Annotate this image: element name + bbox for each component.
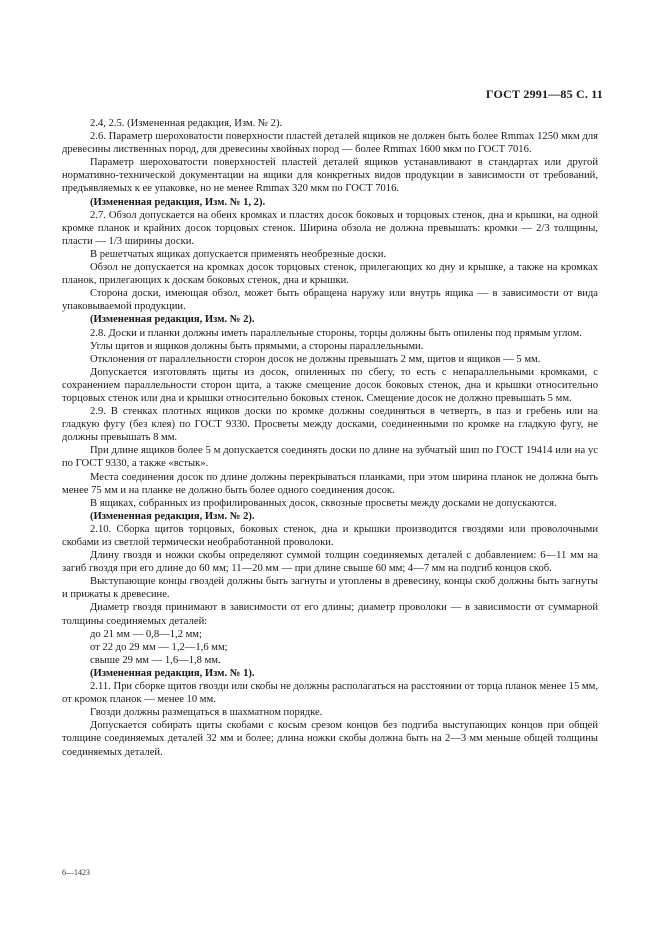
page-header: ГОСТ 2991—85 С. 11 — [485, 87, 603, 101]
amendment-note: (Измененная редакция, Изм. № 2). — [90, 314, 255, 326]
paragraph: 2.7. Обзол допускается на обеих кромках и пластях досок боковых и торцовых стенок, дна и крышки, на одной кромке планок и крайних досок торцовых стенок. Ширина обзола не должна превышать: кромки — 2/3 толщины, пласти — 1/3 ширины доски. — [62, 209, 598, 247]
paragraph: Углы щитов и ящиков должны быть прямыми, а стороны параллельными. — [90, 340, 424, 352]
amendment-note: (Измененная редакция, Изм. № 1, 2). — [90, 196, 266, 208]
amendment-note: (Измененная редакция, Изм. № 1). — [90, 667, 255, 679]
paragraph: Гвозди должны размещаться в шахматном порядке. — [90, 707, 323, 719]
paragraph: Выступающие концы гвоздей должны быть загнуты и утоплены в древесину, концы скоб должны быть загнуты и прижаты к древесине. — [62, 576, 598, 601]
paragraph: 2.8. Доски и планки должны иметь параллельные стороны, торцы должны быть опилены под прямым углом. — [90, 327, 582, 339]
paragraph: 2.6. Параметр шероховатости поверхности пластей деталей ящиков не должен быть более Rmmax 1250 мкм для древесины лиственных пород, для древесины хвойных пород — более Rmmax 1600 мкм по ГОСТ 7016. — [62, 131, 598, 156]
paragraph: Места соединения досок по длине должны перекрываться планками, при этом ширина планок не должна быть менее 75 мм и на планке не должно быть более одного соединения досок. — [62, 471, 598, 496]
paragraph: Допускается собирать щиты скобами с косым срезом концов без подгиба выступающих концов при общей толщине соединяемых деталей 32 мм и более; длина ножки скобы должна быть на 2—3 мм меньше общей толщины соединяемых деталей. — [62, 720, 598, 758]
paragraph: Длину гвоздя и ножки скобы определяют суммой толщин соединяемых деталей с добавлением: 6—11 мм на загиб гвоздя при его длине до 60 мм; 11—20 мм — при длине свыше 60 мм; 4—7 мм на подгиб концов скоб. — [62, 550, 598, 575]
paragraph: В решетчатых ящиках допускается применять необрезные доски. — [90, 248, 387, 260]
paragraph: Обзол не допускается на кромках досок торцовых стенок, прилегающих ко дну и крышке, а также на кромках планок, прилегающих к доскам боковых стенок, дна и крышки. — [62, 262, 598, 287]
list-item: свыше 29 мм — 1,6—1,8 мм. — [90, 654, 221, 666]
paragraph: При длине ящиков более 5 м допускается соединять доски по длине на зубчатый шип по ГОСТ 19414 или на ус по ГОСТ 9330, а также «встык». — [62, 445, 598, 470]
paragraph: Диаметр гвоздя принимают в зависимости от его длины; диаметр проволоки — в зависимости от суммарной толщины соединяемых деталей: — [62, 602, 598, 627]
paragraph: Сторона доски, имеющая обзол, может быть обращена наружу или внутрь ящика — в зависимости от вида упаковываемой продукции. — [62, 288, 598, 313]
paragraph: 2.10. Сборка щитов торцовых, боковых стенок, дна и крышки производится гвоздями или проволочными скобами из светлой термически необработанной проволоки. — [62, 523, 598, 548]
paragraph: Отклонения от параллельности сторон досок не должны превышать 2 мм, щитов и ящиков — 5 мм. — [90, 353, 541, 365]
paragraph: В ящиках, собранных из профилированных досок, сквозные просветы между досками не допускаются. — [90, 497, 557, 509]
paragraph: Параметр шероховатости поверхностей пластей деталей ящиков устанавливают в стандартах или другой нормативно-технической документации на ящики для конкретных видов продукции в зависимости от требований, предъявляемых к ее упаковке, но не менее Rmmax 320 мкм по ГОСТ 7016. — [62, 157, 598, 195]
document-body — [62, 117, 598, 759]
list-item: до 21 мм — 0,8—1,2 мм; — [90, 628, 202, 640]
page-footer-code: 6—1423 — [62, 868, 90, 877]
paragraph: 2.4, 2.5. (Измененная редакция, Изм. № 2). — [90, 118, 283, 129]
amendment-note: (Измененная редакция, Изм. № 2). — [90, 510, 255, 522]
paragraph: Допускается изготовлять щиты из досок, опиленных по сбегу, то есть с непараллельными кромками, с сохранением параллельности сторон щита, а также смещение досок боковых стенок, дна и крышки относительно торцовых стенок или дна и крышки относительно боковых стенок. Смещение досок не должно превышать 5 мм. — [62, 366, 598, 404]
paragraph: 2.9. В стенках плотных ящиков доски по кромке должны соединяться в четверть, в паз и гребень или на гладкую фугу (без клея) по ГОСТ 9330. Просветы между досками, соединенными по кромке на гладкую фугу, не должны превышать 8 мм. — [62, 406, 598, 444]
list-item: от 22 до 29 мм — 1,2—1,6 мм; — [90, 641, 228, 653]
paragraph: 2.11. При сборке щитов гвозди или скобы не должны располагаться на расстоянии от торца планок менее 15 мм, от кромок планок — менее 10 мм. — [62, 681, 598, 706]
